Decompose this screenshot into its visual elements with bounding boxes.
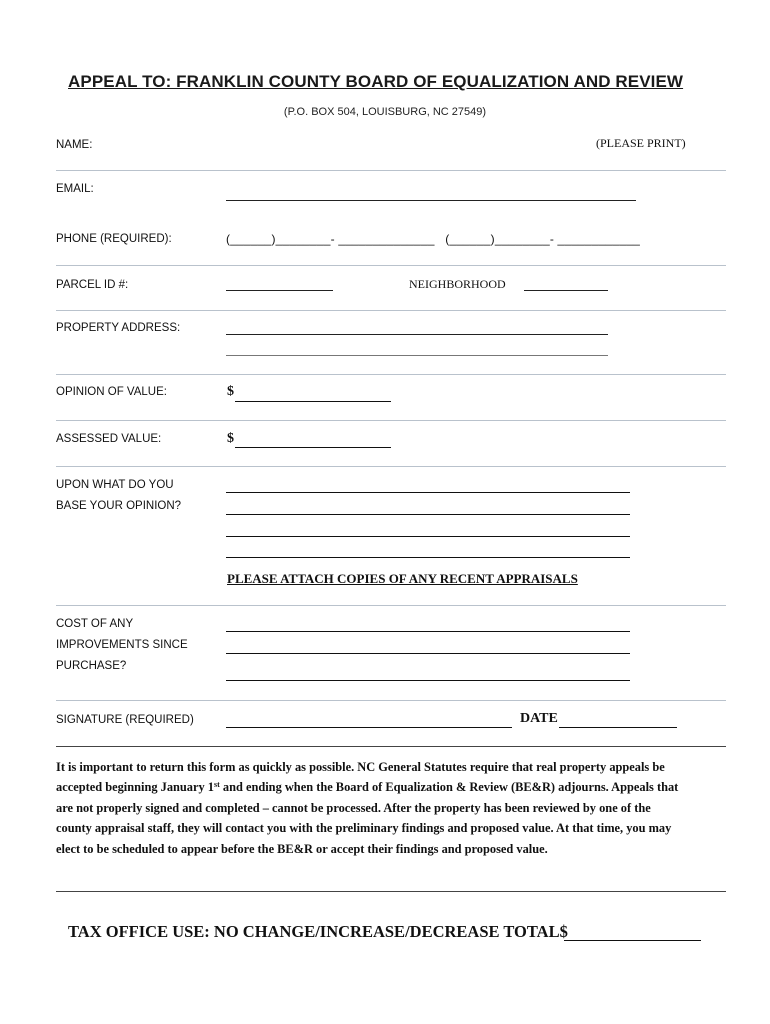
notice-paragraph xyxy=(56,757,686,859)
assessed-dollar-sign: $ xyxy=(227,431,234,446)
basis-label-line-1: UPON WHAT DO YOU xyxy=(56,479,174,491)
opinion-of-value-label: OPINION OF VALUE: xyxy=(56,386,167,398)
phone-label: PHONE (REQUIRED): xyxy=(56,233,172,245)
divider xyxy=(56,605,726,606)
opinion-dollar-sign: $ xyxy=(227,384,234,399)
basis-line-3[interactable] xyxy=(226,536,630,537)
improvements-label-line-2: IMPROVEMENTS SINCE xyxy=(56,639,188,651)
improvements-line-3[interactable] xyxy=(226,680,630,681)
basis-label-line-2: BASE YOUR OPINION? xyxy=(56,500,182,512)
basis-line-2[interactable] xyxy=(226,514,630,515)
parcel-id-field[interactable] xyxy=(226,290,333,291)
basis-line-1[interactable] xyxy=(226,492,630,493)
mailing-address: (P.O. BOX 504, LOUISBURG, NC 27549) xyxy=(283,106,487,118)
improvements-label-line-3: PURCHASE? xyxy=(56,660,127,672)
assessed-value-label: ASSESSED VALUE: xyxy=(56,433,162,445)
divider xyxy=(56,310,726,311)
please-print-note: (PLEASE PRINT) xyxy=(596,136,686,150)
opinion-of-value-field[interactable] xyxy=(235,401,391,402)
divider xyxy=(56,746,726,747)
email-field[interactable] xyxy=(226,200,636,201)
date-field[interactable] xyxy=(559,727,677,728)
divider xyxy=(56,466,726,467)
neighborhood-label: NEIGHBORHOOD xyxy=(409,277,506,291)
divider xyxy=(56,170,726,171)
improvements-line-1[interactable] xyxy=(226,631,630,632)
assessed-value-field[interactable] xyxy=(235,447,391,448)
improvements-label-line-1: COST OF ANY xyxy=(56,618,134,630)
tax-total-field[interactable] xyxy=(564,940,701,941)
email-label: EMAIL: xyxy=(56,183,94,195)
divider xyxy=(56,420,726,421)
property-address-line-1[interactable] xyxy=(226,334,608,335)
notice-superscript: st xyxy=(214,780,220,790)
divider xyxy=(56,891,726,892)
phone-field[interactable]: (______)________- ______________ (______)________- ____________ xyxy=(226,232,641,246)
attach-appraisals-note: PLEASE ATTACH COPIES OF ANY RECENT APPRAISALS xyxy=(227,571,578,586)
signature-label: SIGNATURE (REQUIRED) xyxy=(56,714,194,726)
property-address-label: PROPERTY ADDRESS: xyxy=(56,322,181,334)
basis-line-4[interactable] xyxy=(226,557,630,558)
form-title: APPEAL TO: FRANKLIN COUNTY BOARD OF EQUALIZATION AND REVIEW xyxy=(68,72,684,91)
property-address-line-2[interactable] xyxy=(226,355,608,356)
name-label: NAME: xyxy=(56,139,93,151)
notice-text-part-2: and ending when the Board of Equalization & Review (BE&R) adjourns. Appeals that are not properly signed and completed – cannot be processed. After the property has been reviewed by one of the county appraisal staff, they will contact you with the preliminary findings and proposed value. At that time, you may elect to be scheduled to appear before the BE&R or accept their findings and proposed value. xyxy=(56,780,679,856)
date-label: DATE xyxy=(520,711,558,726)
divider xyxy=(56,700,726,701)
divider xyxy=(56,374,726,375)
divider xyxy=(56,265,726,266)
tax-office-use-label: TAX OFFICE USE: NO CHANGE/INCREASE/DECREASE TOTAL$ xyxy=(68,922,568,941)
parcel-id-label: PARCEL ID #: xyxy=(56,279,129,291)
neighborhood-field[interactable] xyxy=(524,290,608,291)
improvements-line-2[interactable] xyxy=(226,653,630,654)
signature-field[interactable] xyxy=(226,727,512,728)
notice-text-part-1: It is important to return this form as quickly as possible. NC General Statutes require that real property appeals be accepted beginning January 1 xyxy=(56,760,665,795)
